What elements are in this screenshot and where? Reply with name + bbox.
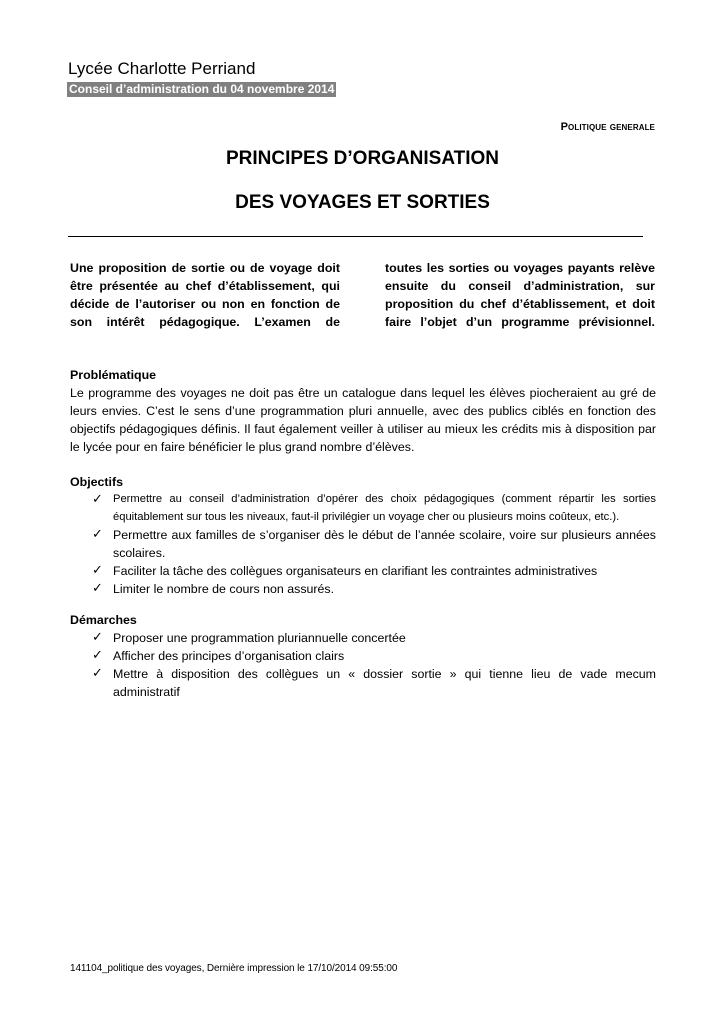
list-item-text: Permettre aux familles de s’organiser dès le début de l’année scolaire, voire sur plusieurs années scolaires. <box>113 528 656 560</box>
demarches-list <box>0 629 725 701</box>
list-item <box>0 647 725 665</box>
list-item-text: Faciliter la tâche des collègues organisateurs en clarifiant les contraintes administratives <box>113 564 598 578</box>
heading-problematique: Problématique <box>70 368 157 382</box>
objectifs-list <box>0 491 725 598</box>
intro-column-left: Une proposition de sortie ou de voyage doit être présentée au chef d’établissement, qui décide de l’autoriser ou non en fonction de son intérêt pédagogique. L’examen de <box>70 261 340 329</box>
document-title-line-1: PRINCIPES D’ORGANISATION <box>225 148 500 169</box>
document-title-line-2: DES VOYAGES ET SORTIES <box>235 192 490 213</box>
section-label: Politique generale <box>560 121 655 133</box>
council-date-banner: Conseil d’administration du 04 novembre 2014 <box>69 82 335 96</box>
problematique-paragraph: Le programme des voyages ne doit pas être un catalogue dans lequel les élèves piocheraient au gré de leurs envies. C’est le sens d’une programmation pluri annuelle, avec des publics ciblés en fonction des objectifs pédagogiques définis. Il faut également veiller à utiliser au mieux les crédits mis à disposition par le lycée pour en faire bénéficier le plus grand nombre d’élèves. <box>70 386 656 454</box>
list-item <box>0 665 725 701</box>
list-item <box>0 526 725 562</box>
checkmark-icon: ✓ <box>92 563 103 578</box>
list-item <box>0 562 725 580</box>
intro-column-right: toutes les sorties ou voyages payants relève ensuite du conseil d’administration, sur proposition du chef d’établissement, et doit faire l’objet d’un programme prévisionnel. <box>385 261 655 329</box>
checkmark-icon: ✓ <box>92 527 103 542</box>
list-item-text: Mettre à disposition des collègues un « dossier sortie » qui tienne lieu de vade mecum administratif <box>113 667 656 699</box>
school-name: Lycée Charlotte Perriand <box>68 59 256 78</box>
list-item <box>0 491 725 526</box>
list-item-text: Limiter le nombre de cours non assurés. <box>113 582 335 596</box>
list-item <box>0 580 725 598</box>
heading-objectifs: Objectifs <box>70 475 124 489</box>
checkmark-icon: ✓ <box>92 492 103 507</box>
checkmark-icon: ✓ <box>92 666 103 681</box>
checkmark-icon: ✓ <box>92 648 103 663</box>
list-item-text: Afficher des principes d’organisation clairs <box>113 649 345 663</box>
page-footer: 141104_politique des voyages, Dernière impression le 17/10/2014 09:55:00 <box>70 963 398 974</box>
list-item <box>0 629 725 647</box>
checkmark-icon: ✓ <box>92 630 103 645</box>
list-item-text: Proposer une programmation pluriannuelle concertée <box>113 631 406 645</box>
heading-demarches: Démarches <box>70 613 137 627</box>
checkmark-icon: ✓ <box>92 581 103 596</box>
title-underline-rule <box>68 236 643 237</box>
list-item-text: Permettre au conseil d’administration d’opérer des choix pédagogiques (comment répartir les sorties équitablement sur tous les niveaux, faut-il privilégier un voyage cher ou plusieurs moins coûteux, etc.). <box>113 493 656 523</box>
